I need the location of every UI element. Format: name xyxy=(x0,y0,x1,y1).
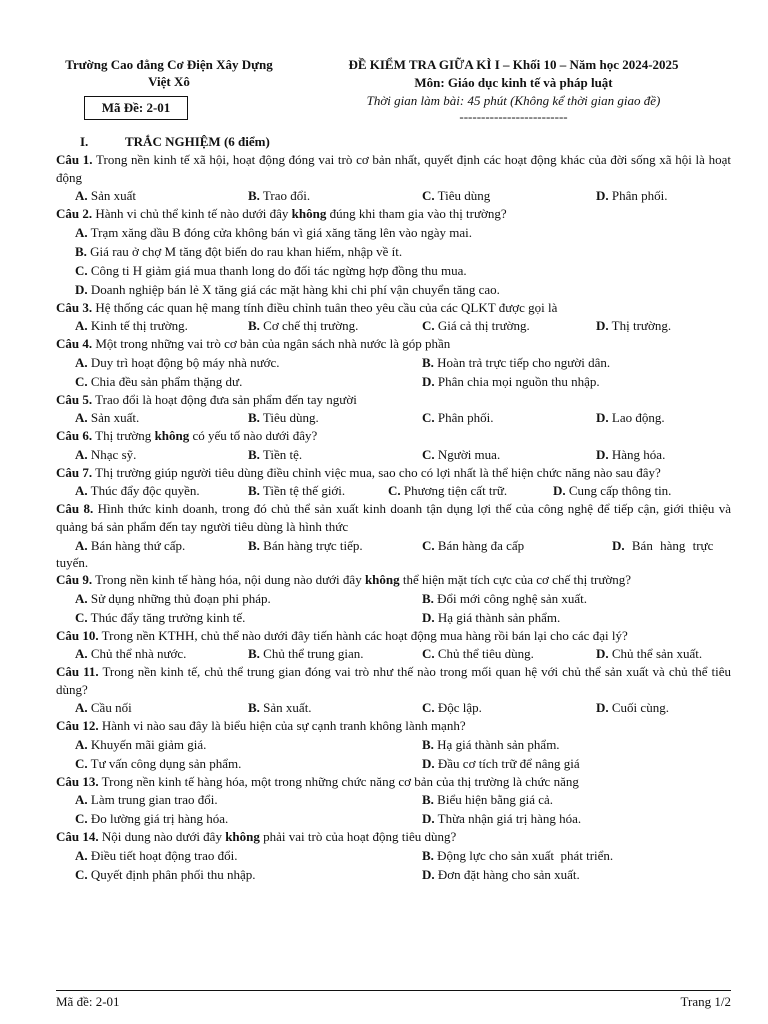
header-divider: ------------------------- xyxy=(459,109,568,124)
question-label: Câu 1. xyxy=(56,152,93,167)
options-row xyxy=(56,186,731,205)
option-a[interactable]: A. Bán hàng thứ cấp. xyxy=(75,538,186,553)
option-c[interactable]: C. Giá cả thị trường. xyxy=(422,318,530,333)
option-d[interactable]: D. Phân phối. xyxy=(596,188,668,203)
footer-page-number: Trang 1/2 xyxy=(680,994,731,1009)
options-row xyxy=(56,865,731,884)
option-b[interactable]: B. Tiền tệ thế giới. xyxy=(248,483,346,498)
question-2: Câu 2. Hành vi chủ thể kinh tế nào dưới đây không đúng khi tham gia vào thị trường? xyxy=(56,206,507,221)
exam-subject: Môn: Giáo dục kinh tế và pháp luật xyxy=(414,75,613,90)
option-c[interactable]: C. Chia đều sản phẩm thặng dư. xyxy=(75,373,243,389)
option-d[interactable]: D. Bán hàng trực xyxy=(612,538,714,553)
question-label: Câu 14. xyxy=(56,829,99,844)
question-1 xyxy=(56,151,731,186)
options-row xyxy=(56,589,731,608)
options-row xyxy=(56,754,731,773)
question-label: Câu 10. xyxy=(56,627,99,643)
options-row xyxy=(56,445,731,464)
question-label: Câu 11. xyxy=(56,664,99,679)
option-d[interactable]: D. Cung cấp thông tin. xyxy=(553,483,672,498)
section-title: TRẮC NGHIỆM (6 điểm) xyxy=(125,134,270,149)
exam-time: Thời gian làm bài: 45 phút (Không kể thời gian giao đề) xyxy=(366,93,661,108)
question-5: Câu 5. Trao đổi là hoạt động đưa sản phẩm đến tay người xyxy=(56,391,357,407)
exam-header xyxy=(56,56,731,130)
option-c[interactable]: C. Phương tiện cất trữ. xyxy=(388,483,508,498)
option-c[interactable]: C. Quyết định phân phối thu nhập. xyxy=(75,866,256,882)
option-b[interactable]: B. Trao đổi. xyxy=(248,188,311,203)
option-d[interactable]: D. Doanh nghiệp bán lẻ X tăng giá các mặt hàng khi chi phí vận chuyển tăng cao. xyxy=(75,281,500,297)
question-3: Câu 3. Hệ thống các quan hệ mang tính điều chỉnh tuân theo yêu cầu của các QLKT được gọi là xyxy=(56,299,558,315)
option-d[interactable]: D. Hàng hóa. xyxy=(596,446,666,462)
question-7: Câu 7. Thị trường giúp người tiêu dùng điều chỉnh việc mua, sao cho có lợi nhất là thể hiện chức năng nào sau đây? xyxy=(56,464,661,480)
school-name: Trường Cao đẳng Cơ Điện Xây Dựng Việt Xô xyxy=(65,57,273,89)
option-a[interactable]: A. Kinh tế thị trường. xyxy=(75,318,188,333)
option-a[interactable]: A. Điều tiết hoạt động trao đổi. xyxy=(75,847,238,863)
question-label: Câu 4. xyxy=(56,336,93,351)
option-a[interactable]: A. Làm trung gian trao đổi. xyxy=(75,792,218,807)
option-a[interactable]: A. Sử dụng những thủ đoạn phi pháp. xyxy=(75,590,271,606)
question-6: Câu 6. Thị trường không có yếu tố nào dưới đây? xyxy=(56,428,318,443)
question-4: Câu 4. Một trong những vai trò cơ bản của ngân sách nhà nước là góp phần xyxy=(56,336,451,351)
options-row xyxy=(56,608,731,627)
option-c[interactable]: C. Bán hàng đa cấp xyxy=(422,538,525,553)
option-a[interactable]: A. Chủ thể nhà nước. xyxy=(75,646,187,661)
exam-title-block xyxy=(296,56,731,124)
option-c[interactable]: C. Chủ thể tiêu dùng. xyxy=(422,646,534,661)
question-label: Câu 5. xyxy=(56,391,93,407)
option-d[interactable]: D. Hạ giá thành sản phẩm. xyxy=(422,609,561,625)
question-8: Câu 8. Hình thức kinh doanh, trong đó chủ thể sản xuất kinh doanh tận dụng lợi thế của công nghệ để tiếp cận, giới thiệu và quảng bá sản phẩm đến tay người tiêu dùng là hình thức xyxy=(56,501,731,534)
option-b[interactable]: B. Chủ thể trung gian. xyxy=(248,646,364,661)
option-a[interactable]: A. Thúc đẩy độc quyền. xyxy=(75,483,200,498)
option-d[interactable]: D. Đơn đặt hàng cho sản xuất. xyxy=(422,866,580,882)
question-label: Câu 8. xyxy=(56,501,94,516)
section-number: I. xyxy=(80,134,89,149)
options-row xyxy=(56,846,731,865)
question-label: Câu 12. xyxy=(56,718,99,733)
option-c[interactable]: C. Tư vấn công dụng sản phẩm. xyxy=(75,755,242,771)
exam-page xyxy=(56,0,731,1024)
exam-title: ĐỀ KIỂM TRA GIỮA KÌ I – Khối 10 – Năm học 2024-2025 xyxy=(348,57,679,72)
exam-content xyxy=(56,133,731,884)
question-10: Câu 10. Trong nền KTHH, chủ thể nào dưới đây tiến hành các hoạt động mua hàng rồi bán lại cho các đại lý? xyxy=(56,627,628,643)
options-row xyxy=(56,809,731,828)
option-d[interactable]: D. Phân chia mọi nguồn thu nhập. xyxy=(422,373,600,389)
footer-exam-code: Mã đề: 2-01 xyxy=(56,994,120,1009)
option-d[interactable]: D. Chủ thể sản xuất. xyxy=(596,646,703,661)
option-d[interactable]: D. Thừa nhận giá trị hàng hóa. xyxy=(422,811,582,826)
question-label: Câu 2. xyxy=(56,206,93,221)
options-row xyxy=(56,790,731,809)
option-c[interactable]: C. Người mua. xyxy=(422,446,501,462)
option-b[interactable]: B. Tiêu dùng. xyxy=(248,410,319,425)
question-label: Câu 9. xyxy=(56,572,93,587)
option-c[interactable]: C. Độc lập. xyxy=(422,700,482,715)
options-row xyxy=(56,535,731,571)
option-b[interactable]: B. Biểu hiện bằng giá cả. xyxy=(422,792,554,807)
option-a[interactable]: A. Khuyến mãi giảm giá. xyxy=(75,736,207,752)
question-12: Câu 12. Hành vi nào sau đây là biểu hiện của sự cạnh tranh không lành mạnh? xyxy=(56,718,466,733)
option-d[interactable]: D. Thị trường. xyxy=(596,318,672,333)
option-b[interactable]: B. Đổi mới công nghệ sản xuất. xyxy=(422,590,588,606)
question-label: Câu 7. xyxy=(56,464,93,480)
option-b[interactable]: B. Tiền tệ. xyxy=(248,446,303,462)
option-a[interactable]: A. Cầu nối xyxy=(75,700,132,715)
option-d[interactable]: D. Cuối cùng. xyxy=(596,700,669,715)
option-b[interactable]: B. Hoàn trả trực tiếp cho người dân. xyxy=(422,354,611,370)
options-row xyxy=(56,316,731,335)
section-heading xyxy=(56,133,731,151)
question-label: Câu 13. xyxy=(56,773,99,789)
option-b[interactable]: B. Động lực cho sản xuất phát triển. xyxy=(422,847,614,863)
question-label: Câu 3. xyxy=(56,299,93,315)
question-11: Câu 11. Trong nền kinh tế, chủ thể trung gian đóng vai trò như thế nào trong mối quan hệ với chủ thể sản xuất và chủ thể tiêu dùng? xyxy=(56,664,731,697)
option-b[interactable]: B. Hạ giá thành sản phẩm. xyxy=(422,736,560,752)
option-d[interactable]: D. Đầu cơ tích trữ để nâng giá xyxy=(422,755,580,771)
option-c[interactable]: C. Phân phối. xyxy=(422,410,494,425)
footer-divider xyxy=(56,990,731,991)
option-c[interactable]: C. Thúc đẩy tăng trưởng kinh tế. xyxy=(75,609,246,625)
option-a[interactable]: A. Duy trì hoạt động bộ máy nhà nước. xyxy=(75,354,280,370)
option-a[interactable]: A. Sản xuất xyxy=(75,188,137,203)
options-row xyxy=(56,735,731,754)
question-13: Câu 13. Trong nền kinh tế hàng hóa, một trong những chức năng cơ bản của thị trường là chức năng xyxy=(56,773,579,789)
option-b[interactable]: B. Giá rau ở chợ M tăng đột biến do rau khan hiếm, nhập về ít. xyxy=(75,243,403,259)
option-c[interactable]: C. Công ti H giảm giá mua thanh long do đối tác ngừng hợp đồng thu mua. xyxy=(75,262,467,278)
option-d-wrap: tuyến. xyxy=(56,555,89,570)
question-label: Câu 6. xyxy=(56,428,93,443)
question-9: Câu 9. Trong nền kinh tế hàng hóa, nội dung nào dưới đây không thể hiện mặt tích cực của cơ chế thị trường? xyxy=(56,572,632,587)
option-c[interactable]: C. Tiêu dùng xyxy=(422,188,491,203)
question-14: Câu 14. Nội dung nào dưới đây không phải vai trò của hoạt động tiêu dùng? xyxy=(56,829,457,844)
option-b[interactable]: B. Cơ chế thị trường. xyxy=(248,318,359,333)
options-row xyxy=(56,481,731,500)
option-a[interactable]: A. Sản xuất. xyxy=(75,410,140,425)
option-d[interactable]: D. Lao động. xyxy=(596,410,665,425)
options-row xyxy=(56,698,731,717)
question-text: Trong nền kinh tế xã hội, hoạt động đóng vai trò cơ bản nhất, quyết định các hoạt động khác của đời sống xã hội là hoạt động xyxy=(56,152,731,185)
options-row xyxy=(56,644,731,663)
exam-code-box: Mã Đề: 2-01 xyxy=(84,96,188,120)
options-row xyxy=(56,353,731,372)
option-a[interactable]: A. Nhạc sỹ. xyxy=(75,446,137,462)
option-b[interactable]: B. Sản xuất. xyxy=(248,700,312,715)
option-c[interactable]: C. Đo lường giá trị hàng hóa. xyxy=(75,811,229,826)
options-row xyxy=(56,372,731,391)
option-b[interactable]: B. Bán hàng trực tiếp. xyxy=(248,538,363,553)
options-row xyxy=(56,408,731,427)
option-a[interactable]: A. Trạm xăng dầu B đóng cửa không bán vì giá xăng tăng lên vào ngày mai. xyxy=(75,224,472,240)
